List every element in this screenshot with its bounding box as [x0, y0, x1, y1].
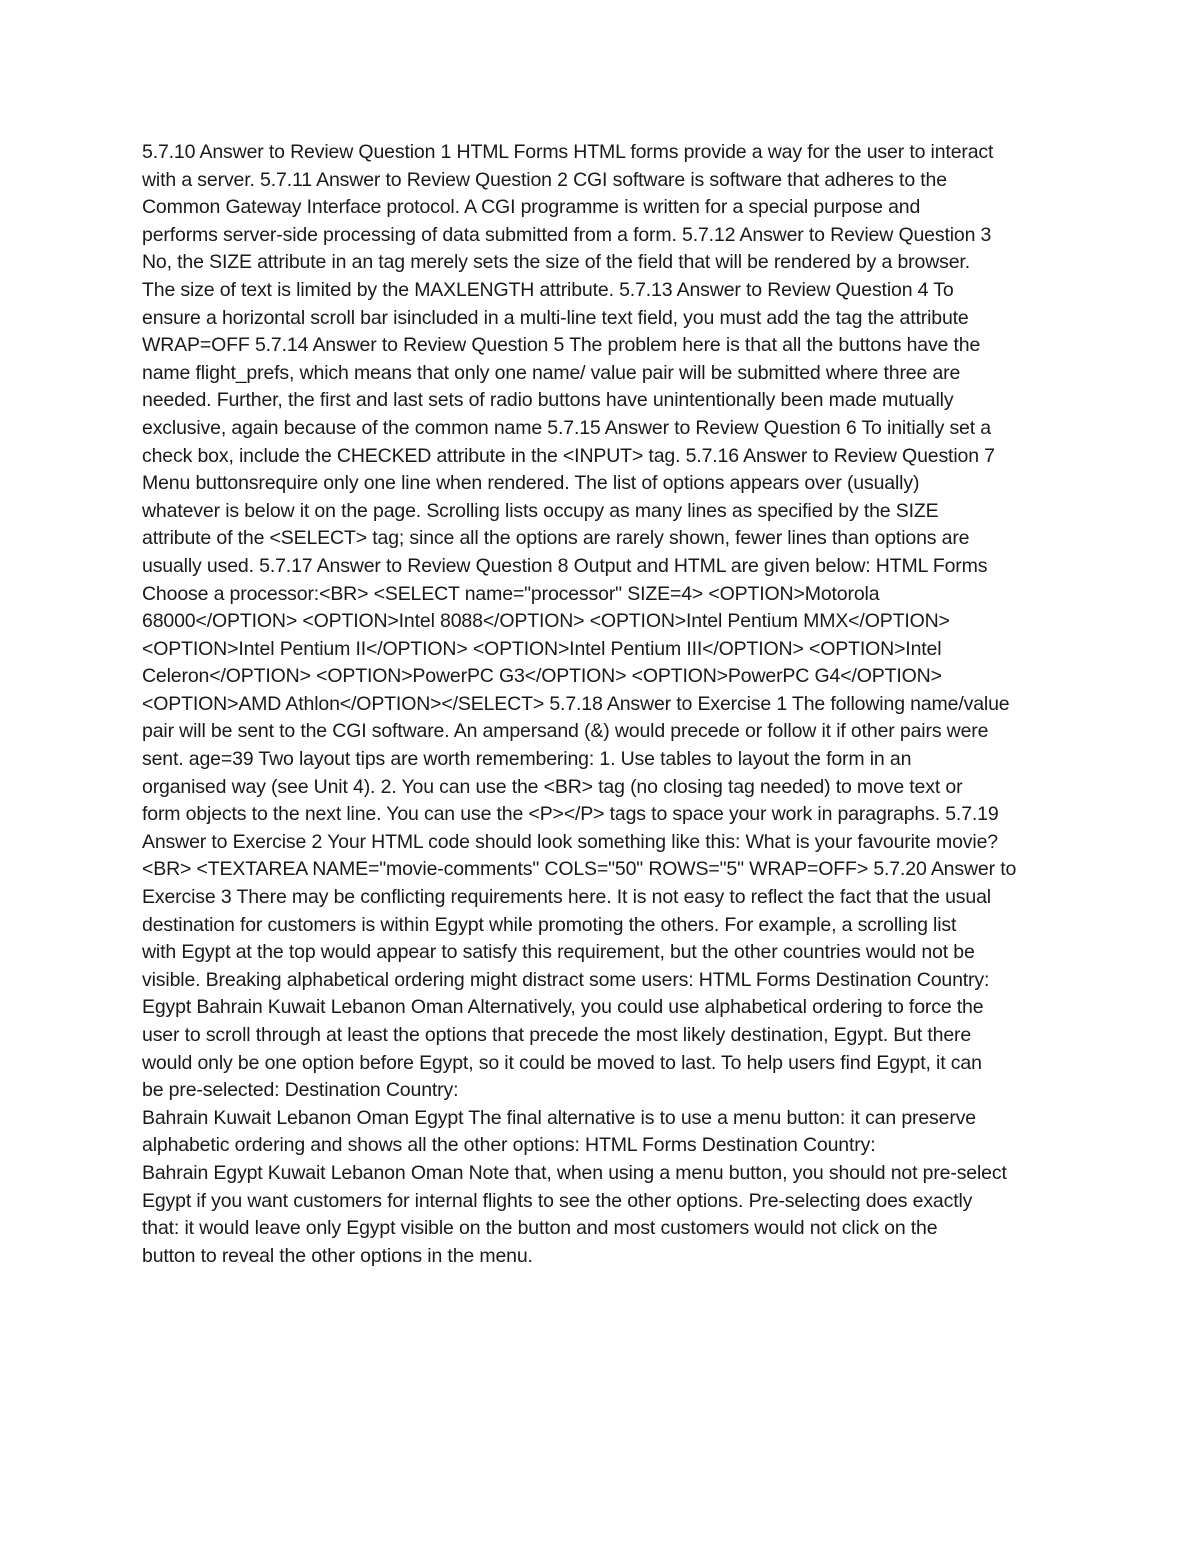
text-line: destination for customers is within Egypt while promoting the others. For example, a scrolling list [142, 913, 957, 936]
text-line: Menu buttonsrequire only one line when rendered. The list of options appears over (usually) [142, 472, 920, 495]
text-line: Celeron</OPTION> <OPTION>PowerPC G3</OPTION> <OPTION>PowerPC G4</OPTION> [142, 665, 942, 688]
text-line: The size of text is limited by the MAXLENGTH attribute. 5.7.13 Answer to Review Question 4 To [142, 278, 954, 301]
text-line: usually used. 5.7.17 Answer to Review Question 8 Output and HTML are given below: HTML Forms [142, 554, 988, 577]
text-line: that: it would leave only Egypt visible on the button and most customers would not click on the [142, 1217, 938, 1240]
text-line: WRAP=OFF 5.7.14 Answer to Review Question 5 The problem here is that all the buttons have the [142, 334, 981, 357]
text-line: with Egypt at the top would appear to satisfy this requirement, but the other countries would not be [142, 941, 975, 964]
text-line: needed. Further, the first and last sets of radio buttons have unintentionally been made mutually [142, 389, 954, 412]
text-line: <OPTION>AMD Athlon</OPTION></SELECT> 5.7.18 Answer to Exercise 1 The following name/value [142, 692, 1010, 715]
text-line: No, the SIZE attribute in an tag merely sets the size of the field that will be rendered by a browser. [142, 251, 970, 274]
text-line: <OPTION>Intel Pentium II</OPTION> <OPTION>Intel Pentium III</OPTION> <OPTION>Intel [142, 637, 942, 660]
text-line: check box, include the CHECKED attribute in the <INPUT> tag. 5.7.16 Answer to Review Question 7 [142, 444, 995, 467]
text-line: Bahrain Egypt Kuwait Lebanon Oman Note that, when using a menu button, you should not pre-select [142, 1161, 1007, 1184]
text-line: attribute of the <SELECT> tag; since all the options are rarely shown, fewer lines than options are [142, 527, 970, 550]
text-line: sent. age=39 Two layout tips are worth remembering: 1. Use tables to layout the form in an [142, 748, 912, 771]
text-line: Common Gateway Interface protocol. A CGI programme is written for a special purpose and [142, 196, 921, 219]
text-line: performs server-side processing of data submitted from a form. 5.7.12 Answer to Review Question 3 [142, 223, 992, 246]
text-line: name flight_prefs, which means that only one name/ value pair will be submitted where three are [142, 361, 961, 384]
text-line: button to reveal the other options in the menu. [142, 1244, 533, 1267]
text-line: alphabetic ordering and shows all the other options: HTML Forms Destination Country: [142, 1134, 876, 1157]
text-line: Choose a processor:<BR> <SELECT name="processor" SIZE=4> <OPTION>Motorola [142, 582, 880, 605]
text-line: <BR> <TEXTAREA NAME="movie-comments" COLS="50" ROWS="5" WRAP=OFF> 5.7.20 Answer to [142, 858, 1017, 881]
answer-text-block [142, 139, 1072, 1270]
text-line: Egypt if you want customers for internal flights to see the other options. Pre-selecting does exactly [142, 1189, 973, 1212]
text-line: user to scroll through at least the options that precede the most likely destination, Egypt. But there [142, 1024, 972, 1046]
text-line: with a server. 5.7.11 Answer to Review Question 2 CGI software is software that adheres to the [142, 168, 947, 191]
text-line: whatever is below it on the page. Scrolling lists occupy as many lines as specified by the SIZE [142, 499, 939, 522]
text-line: Exercise 3 There may be conflicting requirements here. It is not easy to reflect the fact that the usual [142, 886, 991, 909]
text-line: would only be one option before Egypt, so it could be moved to last. To help users find Egypt, it can [142, 1051, 982, 1074]
text-line: 5.7.10 Answer to Review Question 1 HTML Forms HTML forms provide a way for the user to interact [142, 141, 994, 163]
text-line: 68000</OPTION> <OPTION>Intel 8088</OPTION> <OPTION>Intel Pentium MMX</OPTION> [142, 610, 950, 633]
text-line: visible. Breaking alphabetical ordering might distract some users: HTML Forms Destination Country: [142, 968, 990, 991]
text-line: Egypt Bahrain Kuwait Lebanon Oman Alternatively, you could use alphabetical ordering to force the [142, 996, 984, 1019]
text-line: pair will be sent to the CGI software. An ampersand (&) would precede or follow it if other pairs were [142, 720, 989, 743]
text-line: organised way (see Unit 4). 2. You can use the <BR> tag (no closing tag needed) to move text or [142, 775, 963, 798]
text-line: Bahrain Kuwait Lebanon Oman Egypt The final alternative is to use a menu button: it can preserve [142, 1106, 976, 1129]
text-line: be pre-selected: Destination Country: [142, 1079, 459, 1102]
text-line: Answer to Exercise 2 Your HTML code should look something like this: What is your favourite movie? [142, 830, 998, 853]
text-line: ensure a horizontal scroll bar isincluded in a multi-line text field, you must add the tag the attribute [142, 306, 969, 329]
text-line: exclusive, again because of the common name 5.7.15 Answer to Review Question 6 To initially set a [142, 416, 991, 439]
text-line: form objects to the next line. You can use the <P></P> tags to space your work in paragraphs. 5.7.19 [142, 803, 999, 826]
